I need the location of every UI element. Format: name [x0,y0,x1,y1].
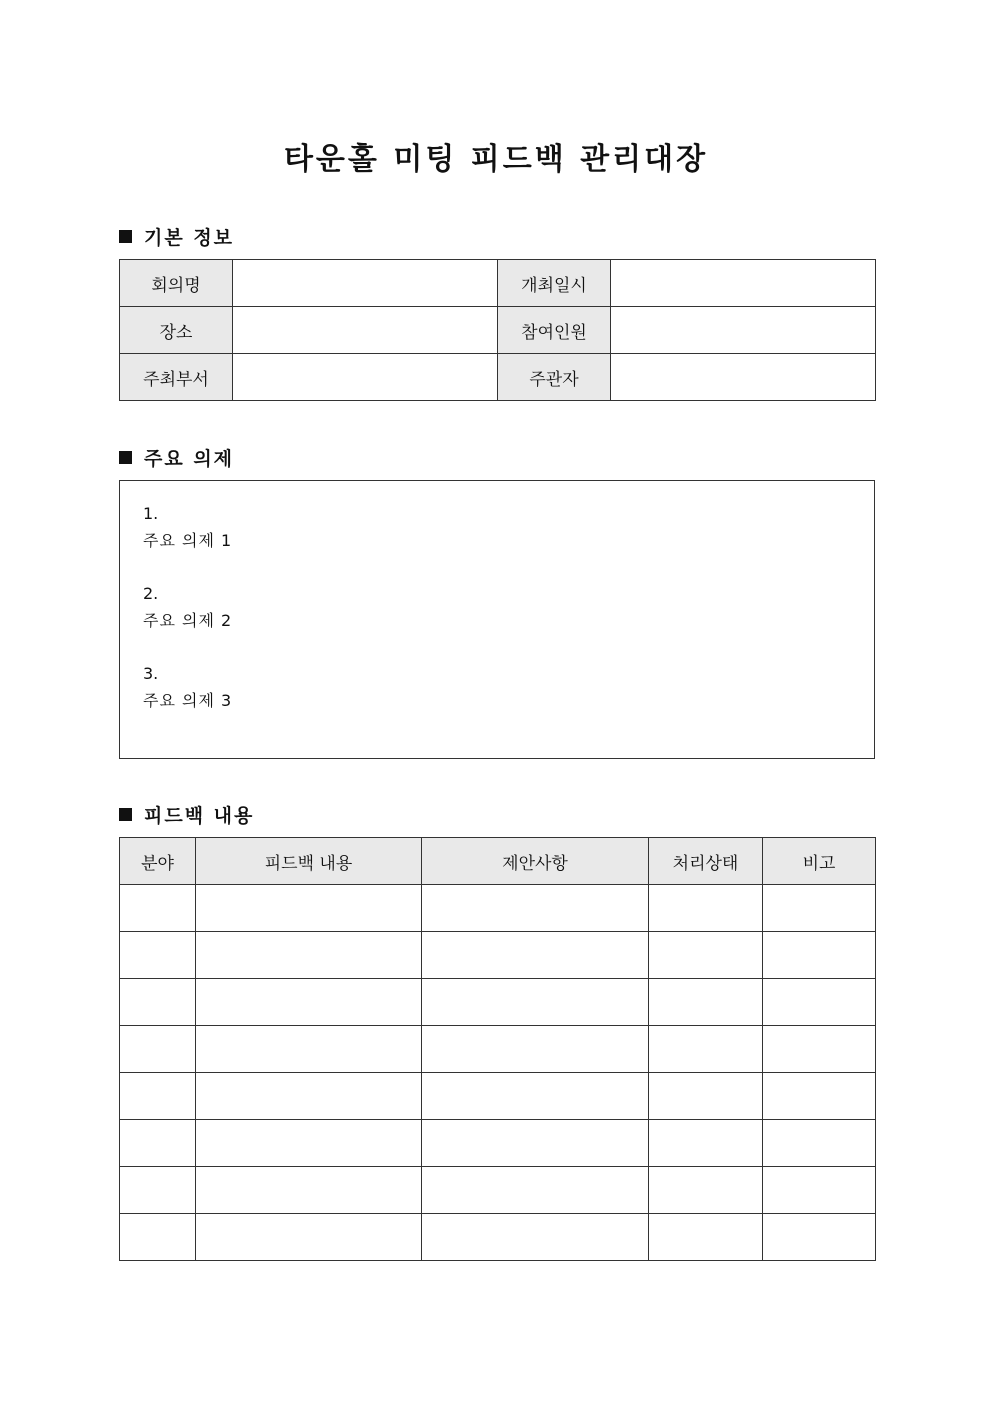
agenda-item-text: 주요 의제 1 [143,530,233,550]
agenda-box [119,480,875,759]
section-heading-agenda [119,444,234,471]
feedback-table [119,837,876,1261]
square-bullet-icon [119,451,132,464]
feedback-cell[interactable] [120,885,196,932]
feedback-cell[interactable] [422,885,649,932]
feedback-cell[interactable] [196,1167,422,1214]
feedback-header-cell: 비고 [763,838,876,885]
agenda-item-number: 3. [143,664,159,683]
feedback-cell[interactable] [120,932,196,979]
feedback-cell[interactable] [649,932,763,979]
feedback-header-cell: 처리상태 [649,838,763,885]
feedback-cell[interactable] [120,1073,196,1120]
info-row [120,307,876,354]
table-row [120,979,876,1026]
table-row [120,1214,876,1261]
agenda-item [143,581,232,634]
feedback-cell[interactable] [422,1073,649,1120]
info-row [120,354,876,401]
info-value-cell[interactable] [611,354,876,401]
table-row [120,1120,876,1167]
feedback-cell[interactable] [196,1026,422,1073]
agenda-list [143,501,232,741]
feedback-table-header-row [120,838,876,885]
info-label: 개최일시 [498,260,611,307]
agenda-item-number: 1. [143,504,159,523]
feedback-cell[interactable] [763,932,876,979]
feedback-cell[interactable] [196,1073,422,1120]
feedback-cell[interactable] [422,979,649,1026]
feedback-cell[interactable] [763,1214,876,1261]
section-label: 기본 정보 [144,227,235,249]
section-heading-feedback [119,801,254,828]
table-row [120,885,876,932]
feedback-cell[interactable] [649,1120,763,1167]
feedback-cell[interactable] [422,1214,649,1261]
info-label: 주관자 [498,354,611,401]
info-value-cell[interactable] [611,260,876,307]
feedback-cell[interactable] [649,1073,763,1120]
info-value-cell[interactable] [233,307,498,354]
section-label: 피드백 내용 [144,805,255,827]
table-row [120,932,876,979]
feedback-cell[interactable] [120,1214,196,1261]
feedback-cell[interactable] [422,1167,649,1214]
feedback-cell[interactable] [649,885,763,932]
square-bullet-icon [119,808,132,821]
document-title: 타운홀 미팅 피드백 관리대장 [283,142,709,177]
info-label: 장소 [120,307,233,354]
feedback-cell[interactable] [763,885,876,932]
agenda-item-text: 주요 의제 2 [143,610,233,630]
feedback-cell[interactable] [763,1026,876,1073]
agenda-item [143,661,232,714]
feedback-cell[interactable] [763,1073,876,1120]
feedback-cell[interactable] [196,979,422,1026]
info-label: 회의명 [120,260,233,307]
feedback-cell[interactable] [763,1120,876,1167]
feedback-cell[interactable] [120,1167,196,1214]
feedback-cell[interactable] [649,979,763,1026]
info-label: 주최부서 [120,354,233,401]
table-row [120,1026,876,1073]
feedback-cell[interactable] [422,1120,649,1167]
info-value-cell[interactable] [233,260,498,307]
feedback-cell[interactable] [649,1214,763,1261]
feedback-header-cell: 피드백 내용 [196,838,422,885]
agenda-item [143,501,232,554]
feedback-cell[interactable] [196,932,422,979]
feedback-cell[interactable] [649,1167,763,1214]
agenda-item-number: 2. [143,584,159,603]
feedback-cell[interactable] [120,979,196,1026]
basic-info-table [119,259,876,401]
section-label: 주요 의제 [144,448,235,470]
feedback-header-cell: 제안사항 [422,838,649,885]
feedback-cell[interactable] [196,1214,422,1261]
feedback-cell[interactable] [422,1026,649,1073]
info-value-cell[interactable] [611,307,876,354]
feedback-cell[interactable] [763,979,876,1026]
square-bullet-icon [119,230,132,243]
feedback-cell[interactable] [649,1026,763,1073]
info-value-cell[interactable] [233,354,498,401]
table-row [120,1073,876,1120]
feedback-cell[interactable] [196,885,422,932]
feedback-cell[interactable] [120,1120,196,1167]
section-heading-basic-info [119,223,234,250]
info-row [120,260,876,307]
feedback-cell[interactable] [120,1026,196,1073]
feedback-cell[interactable] [422,932,649,979]
feedback-cell[interactable] [196,1120,422,1167]
feedback-header-cell: 분야 [120,838,196,885]
info-label: 참여인원 [498,307,611,354]
agenda-item-text: 주요 의제 3 [143,690,233,710]
feedback-cell[interactable] [763,1167,876,1214]
table-row [120,1167,876,1214]
